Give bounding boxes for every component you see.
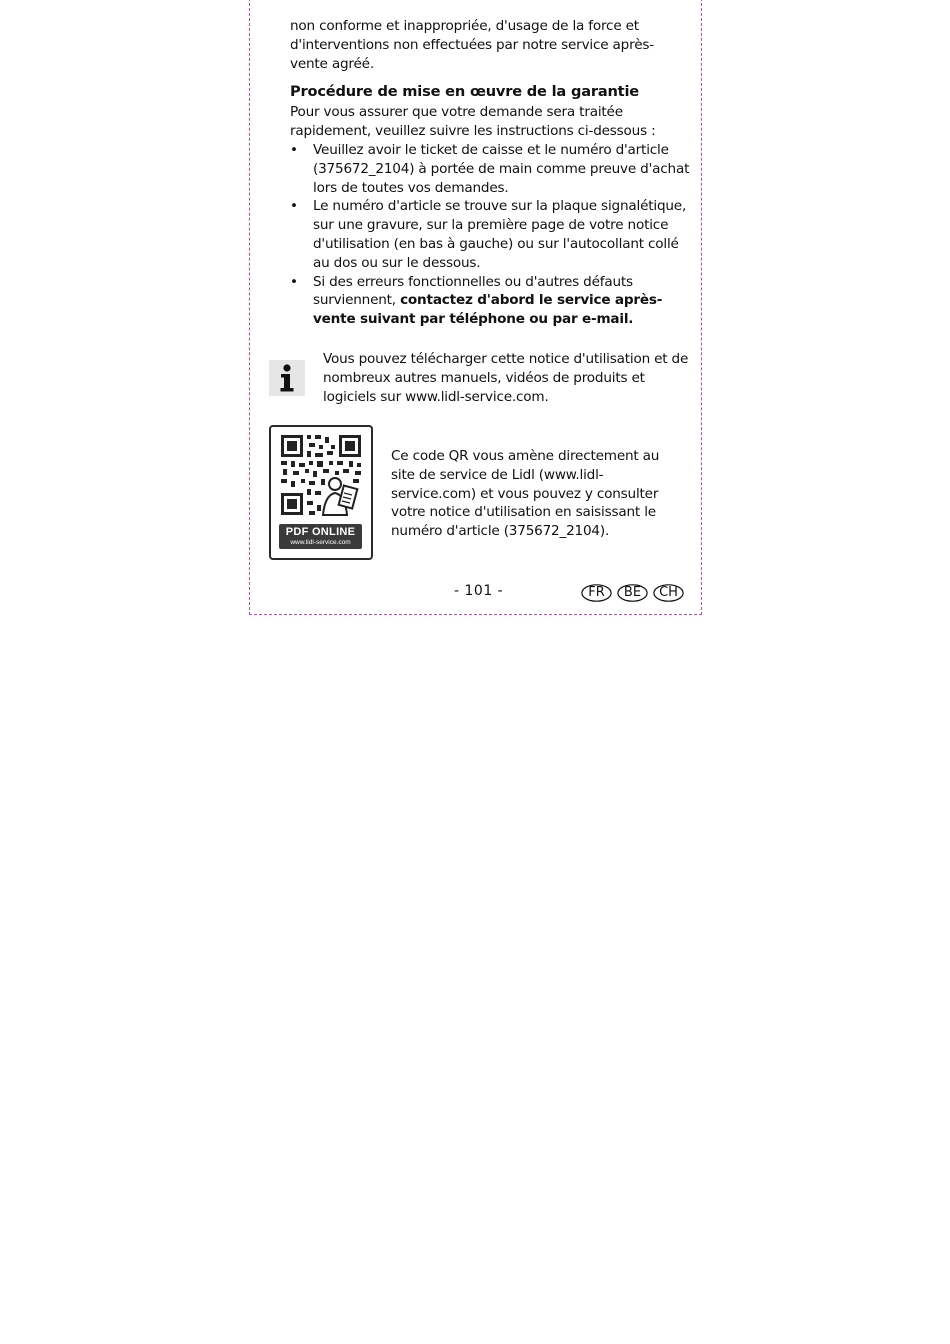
- country-code: CH: [659, 585, 678, 600]
- bullet-dot: •: [290, 198, 298, 215]
- qr-description: Ce code QR vous amène directement au site de service de Lidl (www.lidl-service.com) et vous pouvez y consulter votre notice d'utilisation en saisissant le numéro d'article (375672_2104).: [391, 448, 660, 540]
- list-item-text: Si des erreurs fonctionnelles ou d'autres défauts surviennent,: [313, 273, 633, 309]
- bullet-dot: •: [290, 142, 298, 158]
- bullet-dot: •: [290, 273, 298, 290]
- pdf-online-url: www.lidl-service.com: [290, 539, 351, 546]
- qr-code-icon: [271, 427, 370, 517]
- procedure-heading: Procédure de mise en œuvre de la garantie: [290, 83, 639, 100]
- continued-paragraph: non conforme et inappropriée, d'usage de la force et d'interventions non effectuées par notre service après-vente agréé.: [290, 18, 654, 72]
- procedure-list: [290, 141, 690, 329]
- list-item-bold-text: contactez d'abord le service après-vente suivant par téléphone ou par e-mail.: [313, 292, 663, 328]
- list-item: [290, 197, 690, 272]
- country-code: BE: [623, 585, 642, 600]
- country-badge-ch: [653, 584, 684, 602]
- qr-code-badge[interactable]: [269, 425, 373, 560]
- procedure-intro: Pour vous assurer que votre demande sera traitée rapidement, veuillez suivre les instructions ci-dessous :: [290, 104, 656, 139]
- list-item: [290, 273, 690, 329]
- pdf-online-label: [279, 524, 362, 549]
- page-number: - 101 -: [454, 583, 504, 599]
- list-item: [290, 141, 690, 197]
- country-code: FR: [588, 585, 605, 600]
- country-badge-fr: [581, 584, 612, 602]
- list-item-text: Veuillez avoir le ticket de caisse et le numéro d'article (375672_2104) à portée de main comme preuve d'achat lors de toutes vos demandes.: [313, 142, 690, 196]
- info-icon: [269, 360, 305, 396]
- download-info-text: Vous pouvez télécharger cette notice d'utilisation et de nombreux autres manuels, vidéos de produits et logiciels sur www.lidl-service.com.: [323, 351, 689, 405]
- pdf-online-title: PDF ONLINE: [285, 526, 356, 538]
- country-badge-be: [617, 584, 648, 602]
- list-item-text: Le numéro d'article se trouve sur la plaque signalétique, sur une gravure, sur la première page de votre notice d'utilisation (en bas à gauche) ou sur l'autocollant collé au dos ou sur le dessous.: [313, 198, 687, 271]
